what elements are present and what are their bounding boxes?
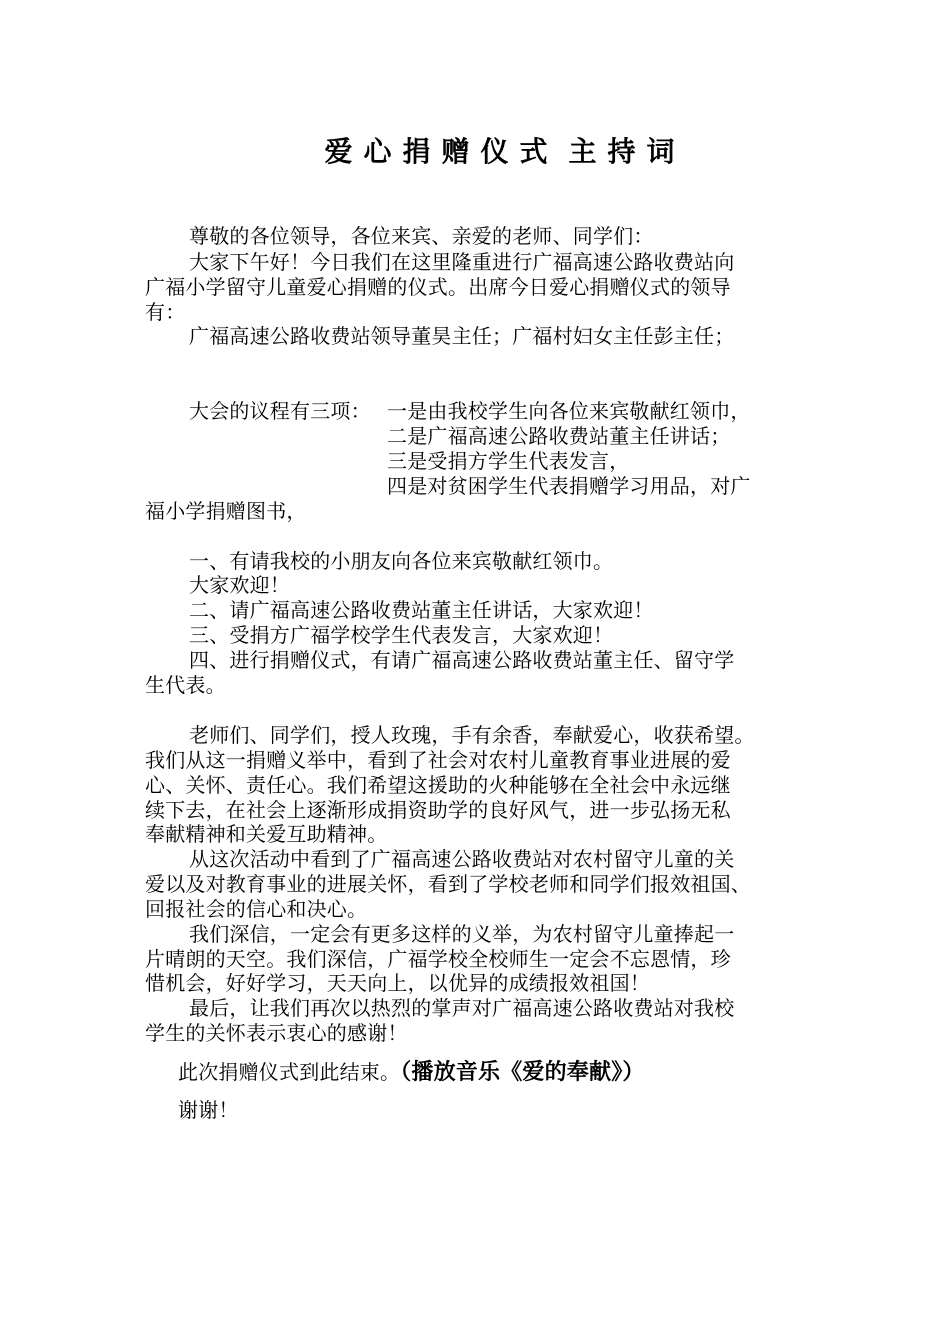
para2-line-1: 从这次活动中看到了广福高速公路收费站对农村留守儿童的关 (189, 847, 735, 871)
step-2: 二、请广福高速公路收费站董主任讲话，大家欢迎！ (189, 598, 654, 622)
para1-line-4: 续下去，在社会上逐渐形成捐资助学的良好风气，进一步弘扬无私 (145, 798, 731, 822)
intro-line-2: 广福小学留守儿童爱心捐赠的仪式。出席今日爱心捐赠仪式的领导 (145, 275, 731, 299)
step-1: 一、有请我校的小朋友向各位来宾敬献红领巾。 (189, 549, 614, 573)
document-title (0, 132, 950, 172)
para3-line-3: 惜机会，好好学习，天天向上，以优异的成绩报效祖国！ (145, 971, 650, 995)
para3-line-2: 片晴朗的天空。我们深信，广福学校全校师生一定会不忘恩情，珍 (145, 947, 731, 971)
para4-line-1: 最后，让我们再次以热烈的掌声对广福高速公路收费站对我校 (189, 996, 735, 1020)
agenda-item-1: 一是由我校学生向各位来宾敬献红领巾， (387, 399, 751, 423)
para2-line-3: 回报社会的信心和决心。 (145, 897, 368, 921)
para3-line-1: 我们深信，一定会有更多这样的义举，为农村留守儿童捧起一 (189, 922, 735, 946)
title-main: 爱心捐赠仪式 (324, 135, 559, 168)
leaders-line: 广福高速公路收费站领导董昊主任；广福村妇女主任彭主任； (189, 324, 735, 348)
agenda-item-2: 二是广福高速公路收费站董主任讲话； (387, 424, 731, 448)
para1-line-3: 心、关怀、责任心。我们希望这援助的火种能够在全社会中永远继 (145, 773, 731, 797)
title-sub: 主持词 (568, 135, 686, 168)
para1-line-2: 我们从这一捐赠义举中，看到了社会对农村儿童教育事业进展的爱 (145, 748, 731, 772)
step-3: 三、受捐方广福学校学生代表发言，大家欢迎！ (189, 623, 614, 647)
closing-line (178, 1060, 645, 1085)
agenda-item-4: 四是对贫困学生代表捐赠学习用品，对广 (387, 474, 751, 498)
intro-line-1: 大家下午好！今日我们在这里隆重进行广福高速公路收费站向 (189, 250, 735, 274)
step-1-welcome: 大家欢迎！ (189, 573, 290, 597)
para1-line-5: 奉献精神和关爱互助精神。 (145, 822, 388, 846)
intro-line-3: 有： (145, 300, 186, 324)
agenda-item-3: 三是受捐方学生代表发言， (387, 449, 630, 473)
para4-line-2: 学生的关怀表示衷心的感谢！ (145, 1021, 408, 1045)
para2-line-2: 爱以及对教育事业的进展关怀，看到了学校老师和同学们报效祖国、 (145, 872, 751, 896)
closing-text: 此次捐赠仪式到此结束。 (178, 1060, 401, 1084)
thanks-line: 谢谢！ (178, 1098, 239, 1122)
greeting-line: 尊敬的各位领导，各位来宾、亲爱的老师、同学们： (189, 224, 654, 248)
para1-line-1: 老师们、同学们，授人玫瑰，手有余香，奉献爱心，收获希望。 (189, 723, 755, 747)
agenda-lead: 大会的议程有三项： (189, 399, 371, 423)
step-4: 四、进行捐赠仪式，有请广福高速公路收费站董主任、留守学 (189, 648, 735, 672)
step-4-tail: 生代表。 (145, 673, 226, 697)
closing-music: （播放音乐《爱的奉献》） (400, 1060, 645, 1085)
agenda-tail: 福小学捐赠图书， (145, 499, 307, 523)
